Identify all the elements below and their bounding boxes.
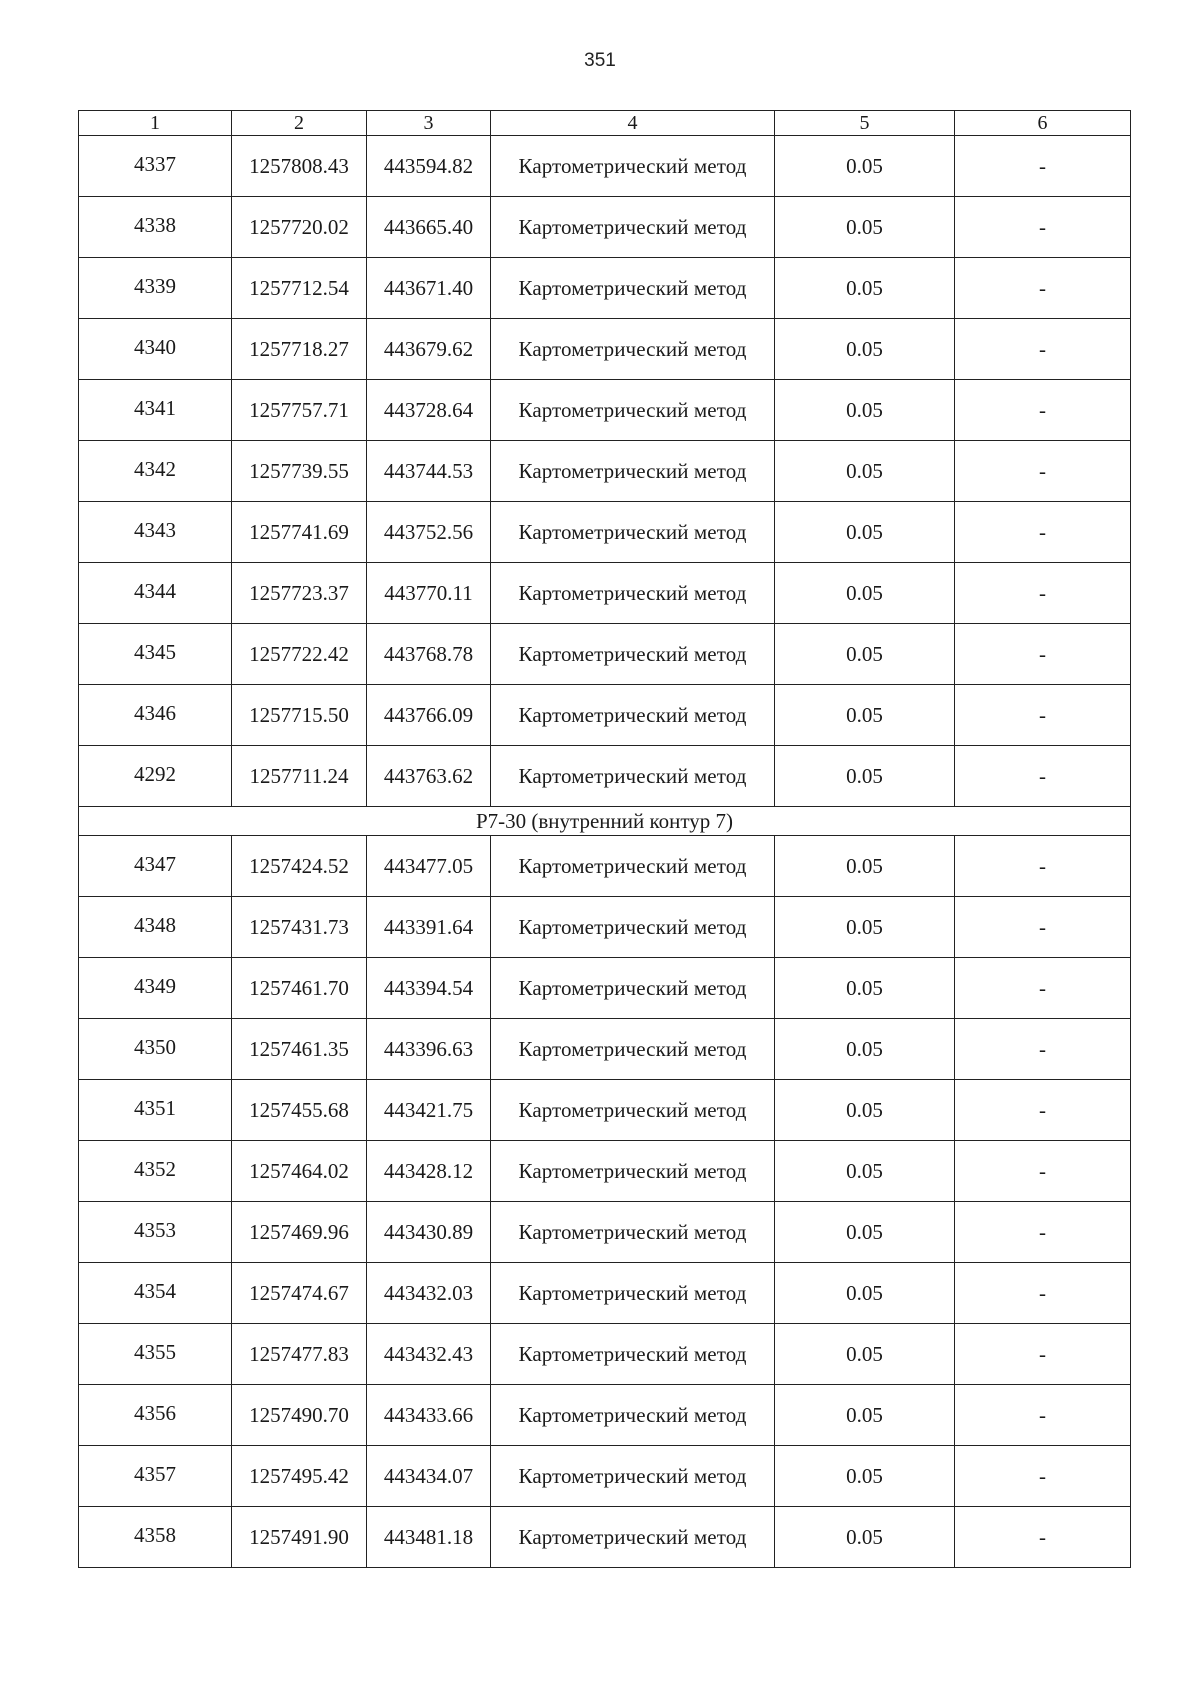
accuracy-cell: 0.05 [775, 1080, 955, 1141]
accuracy-cell: 0.05 [775, 1385, 955, 1446]
note-cell: - [955, 1324, 1131, 1385]
method-cell: Картометрический метод [491, 441, 775, 502]
x-coordinate-cell: 1257495.42 [232, 1446, 367, 1507]
accuracy-cell: 0.05 [775, 258, 955, 319]
x-coordinate-cell: 1257723.37 [232, 563, 367, 624]
note-cell: - [955, 1141, 1131, 1202]
note-cell: - [955, 1507, 1131, 1568]
y-coordinate-cell: 443763.62 [367, 746, 491, 807]
table-row [79, 563, 1131, 624]
accuracy-cell: 0.05 [775, 1446, 955, 1507]
x-coordinate-cell: 1257464.02 [232, 1141, 367, 1202]
table-row [79, 958, 1131, 1019]
method-cell: Картометрический метод [491, 1202, 775, 1263]
note-cell: - [955, 563, 1131, 624]
table-row [79, 258, 1131, 319]
y-coordinate-cell: 443433.66 [367, 1385, 491, 1446]
note-cell: - [955, 958, 1131, 1019]
point-number-cell: 4342 [79, 441, 232, 502]
point-number-cell: 4357 [79, 1446, 232, 1507]
point-number-cell: 4352 [79, 1141, 232, 1202]
table-body [79, 136, 1131, 1568]
accuracy-cell: 0.05 [775, 1202, 955, 1263]
y-coordinate-cell: 443396.63 [367, 1019, 491, 1080]
y-coordinate-cell: 443432.43 [367, 1324, 491, 1385]
header-col-6: 6 [955, 111, 1131, 136]
point-number-cell: 4351 [79, 1080, 232, 1141]
accuracy-cell: 0.05 [775, 897, 955, 958]
header-col-5: 5 [775, 111, 955, 136]
header-col-1: 1 [79, 111, 232, 136]
table-row [79, 1019, 1131, 1080]
accuracy-cell: 0.05 [775, 746, 955, 807]
section-title-row [79, 807, 1131, 836]
y-coordinate-cell: 443728.64 [367, 380, 491, 441]
accuracy-cell: 0.05 [775, 1507, 955, 1568]
table-row [79, 624, 1131, 685]
accuracy-cell: 0.05 [775, 502, 955, 563]
header-col-2: 2 [232, 111, 367, 136]
point-number-cell: 4348 [79, 897, 232, 958]
y-coordinate-cell: 443671.40 [367, 258, 491, 319]
table-row [79, 1263, 1131, 1324]
method-cell: Картометрический метод [491, 563, 775, 624]
x-coordinate-cell: 1257711.24 [232, 746, 367, 807]
y-coordinate-cell: 443394.54 [367, 958, 491, 1019]
point-number-cell: 4346 [79, 685, 232, 746]
point-number-cell: 4340 [79, 319, 232, 380]
accuracy-cell: 0.05 [775, 197, 955, 258]
method-cell: Картометрический метод [491, 836, 775, 897]
y-coordinate-cell: 443752.56 [367, 502, 491, 563]
x-coordinate-cell: 1257718.27 [232, 319, 367, 380]
header-row [79, 111, 1131, 136]
table-row [79, 685, 1131, 746]
method-cell: Картометрический метод [491, 1324, 775, 1385]
header-col-3: 3 [367, 111, 491, 136]
accuracy-cell: 0.05 [775, 441, 955, 502]
point-number-cell: 4337 [79, 136, 232, 197]
note-cell: - [955, 441, 1131, 502]
point-number-cell: 4292 [79, 746, 232, 807]
method-cell: Картометрический метод [491, 897, 775, 958]
method-cell: Картометрический метод [491, 258, 775, 319]
accuracy-cell: 0.05 [775, 1141, 955, 1202]
note-cell: - [955, 319, 1131, 380]
method-cell: Картометрический метод [491, 1019, 775, 1080]
note-cell: - [955, 1202, 1131, 1263]
x-coordinate-cell: 1257491.90 [232, 1507, 367, 1568]
x-coordinate-cell: 1257461.35 [232, 1019, 367, 1080]
note-cell: - [955, 624, 1131, 685]
x-coordinate-cell: 1257469.96 [232, 1202, 367, 1263]
x-coordinate-cell: 1257431.73 [232, 897, 367, 958]
point-number-cell: 4341 [79, 380, 232, 441]
header-col-4: 4 [491, 111, 775, 136]
accuracy-cell: 0.05 [775, 958, 955, 1019]
y-coordinate-cell: 443770.11 [367, 563, 491, 624]
point-number-cell: 4349 [79, 958, 232, 1019]
table-row [79, 319, 1131, 380]
table-row [79, 1507, 1131, 1568]
x-coordinate-cell: 1257722.42 [232, 624, 367, 685]
method-cell: Картометрический метод [491, 1385, 775, 1446]
point-number-cell: 4343 [79, 502, 232, 563]
y-coordinate-cell: 443434.07 [367, 1446, 491, 1507]
method-cell: Картометрический метод [491, 746, 775, 807]
point-number-cell: 4338 [79, 197, 232, 258]
table-row [79, 441, 1131, 502]
y-coordinate-cell: 443477.05 [367, 836, 491, 897]
y-coordinate-cell: 443421.75 [367, 1080, 491, 1141]
point-number-cell: 4358 [79, 1507, 232, 1568]
note-cell: - [955, 1080, 1131, 1141]
x-coordinate-cell: 1257739.55 [232, 441, 367, 502]
table-row [79, 1324, 1131, 1385]
y-coordinate-cell: 443768.78 [367, 624, 491, 685]
table-row [79, 136, 1131, 197]
y-coordinate-cell: 443766.09 [367, 685, 491, 746]
table-row [79, 897, 1131, 958]
note-cell: - [955, 197, 1131, 258]
table-row [79, 836, 1131, 897]
x-coordinate-cell: 1257757.71 [232, 380, 367, 441]
note-cell: - [955, 380, 1131, 441]
accuracy-cell: 0.05 [775, 836, 955, 897]
y-coordinate-cell: 443430.89 [367, 1202, 491, 1263]
method-cell: Картометрический метод [491, 1446, 775, 1507]
accuracy-cell: 0.05 [775, 1324, 955, 1385]
method-cell: Картометрический метод [491, 1507, 775, 1568]
note-cell: - [955, 897, 1131, 958]
table-row [79, 380, 1131, 441]
x-coordinate-cell: 1257808.43 [232, 136, 367, 197]
x-coordinate-cell: 1257741.69 [232, 502, 367, 563]
accuracy-cell: 0.05 [775, 1263, 955, 1324]
note-cell: - [955, 1019, 1131, 1080]
point-number-cell: 4356 [79, 1385, 232, 1446]
section-title: Р7-30 (внутренний контур 7) [79, 807, 1131, 836]
note-cell: - [955, 836, 1131, 897]
page-number: 351 [584, 50, 616, 71]
note-cell: - [955, 1446, 1131, 1507]
table-row [79, 1202, 1131, 1263]
note-cell: - [955, 746, 1131, 807]
point-number-cell: 4345 [79, 624, 232, 685]
point-number-cell: 4350 [79, 1019, 232, 1080]
point-number-cell: 4354 [79, 1263, 232, 1324]
table-row [79, 1446, 1131, 1507]
note-cell: - [955, 1263, 1131, 1324]
method-cell: Картометрический метод [491, 624, 775, 685]
y-coordinate-cell: 443665.40 [367, 197, 491, 258]
accuracy-cell: 0.05 [775, 563, 955, 624]
table-row [79, 1141, 1131, 1202]
y-coordinate-cell: 443428.12 [367, 1141, 491, 1202]
accuracy-cell: 0.05 [775, 1019, 955, 1080]
method-cell: Картометрический метод [491, 502, 775, 563]
table-row [79, 502, 1131, 563]
x-coordinate-cell: 1257490.70 [232, 1385, 367, 1446]
x-coordinate-cell: 1257477.83 [232, 1324, 367, 1385]
table-row [79, 1080, 1131, 1141]
method-cell: Картометрический метод [491, 197, 775, 258]
method-cell: Картометрический метод [491, 319, 775, 380]
accuracy-cell: 0.05 [775, 136, 955, 197]
method-cell: Картометрический метод [491, 380, 775, 441]
method-cell: Картометрический метод [491, 1263, 775, 1324]
y-coordinate-cell: 443594.82 [367, 136, 491, 197]
x-coordinate-cell: 1257474.67 [232, 1263, 367, 1324]
table-row [79, 1385, 1131, 1446]
x-coordinate-cell: 1257455.68 [232, 1080, 367, 1141]
note-cell: - [955, 136, 1131, 197]
y-coordinate-cell: 443481.18 [367, 1507, 491, 1568]
note-cell: - [955, 1385, 1131, 1446]
method-cell: Картометрический метод [491, 685, 775, 746]
point-number-cell: 4353 [79, 1202, 232, 1263]
point-number-cell: 4339 [79, 258, 232, 319]
note-cell: - [955, 258, 1131, 319]
note-cell: - [955, 502, 1131, 563]
coordinates-table [78, 110, 1131, 1568]
table-row [79, 197, 1131, 258]
x-coordinate-cell: 1257461.70 [232, 958, 367, 1019]
note-cell: - [955, 685, 1131, 746]
point-number-cell: 4344 [79, 563, 232, 624]
table-row [79, 746, 1131, 807]
method-cell: Картометрический метод [491, 1141, 775, 1202]
x-coordinate-cell: 1257712.54 [232, 258, 367, 319]
point-number-cell: 4347 [79, 836, 232, 897]
accuracy-cell: 0.05 [775, 380, 955, 441]
x-coordinate-cell: 1257715.50 [232, 685, 367, 746]
accuracy-cell: 0.05 [775, 624, 955, 685]
accuracy-cell: 0.05 [775, 319, 955, 380]
accuracy-cell: 0.05 [775, 685, 955, 746]
y-coordinate-cell: 443432.03 [367, 1263, 491, 1324]
point-number-cell: 4355 [79, 1324, 232, 1385]
y-coordinate-cell: 443744.53 [367, 441, 491, 502]
method-cell: Картометрический метод [491, 958, 775, 1019]
x-coordinate-cell: 1257424.52 [232, 836, 367, 897]
method-cell: Картометрический метод [491, 1080, 775, 1141]
y-coordinate-cell: 443679.62 [367, 319, 491, 380]
method-cell: Картометрический метод [491, 136, 775, 197]
x-coordinate-cell: 1257720.02 [232, 197, 367, 258]
y-coordinate-cell: 443391.64 [367, 897, 491, 958]
